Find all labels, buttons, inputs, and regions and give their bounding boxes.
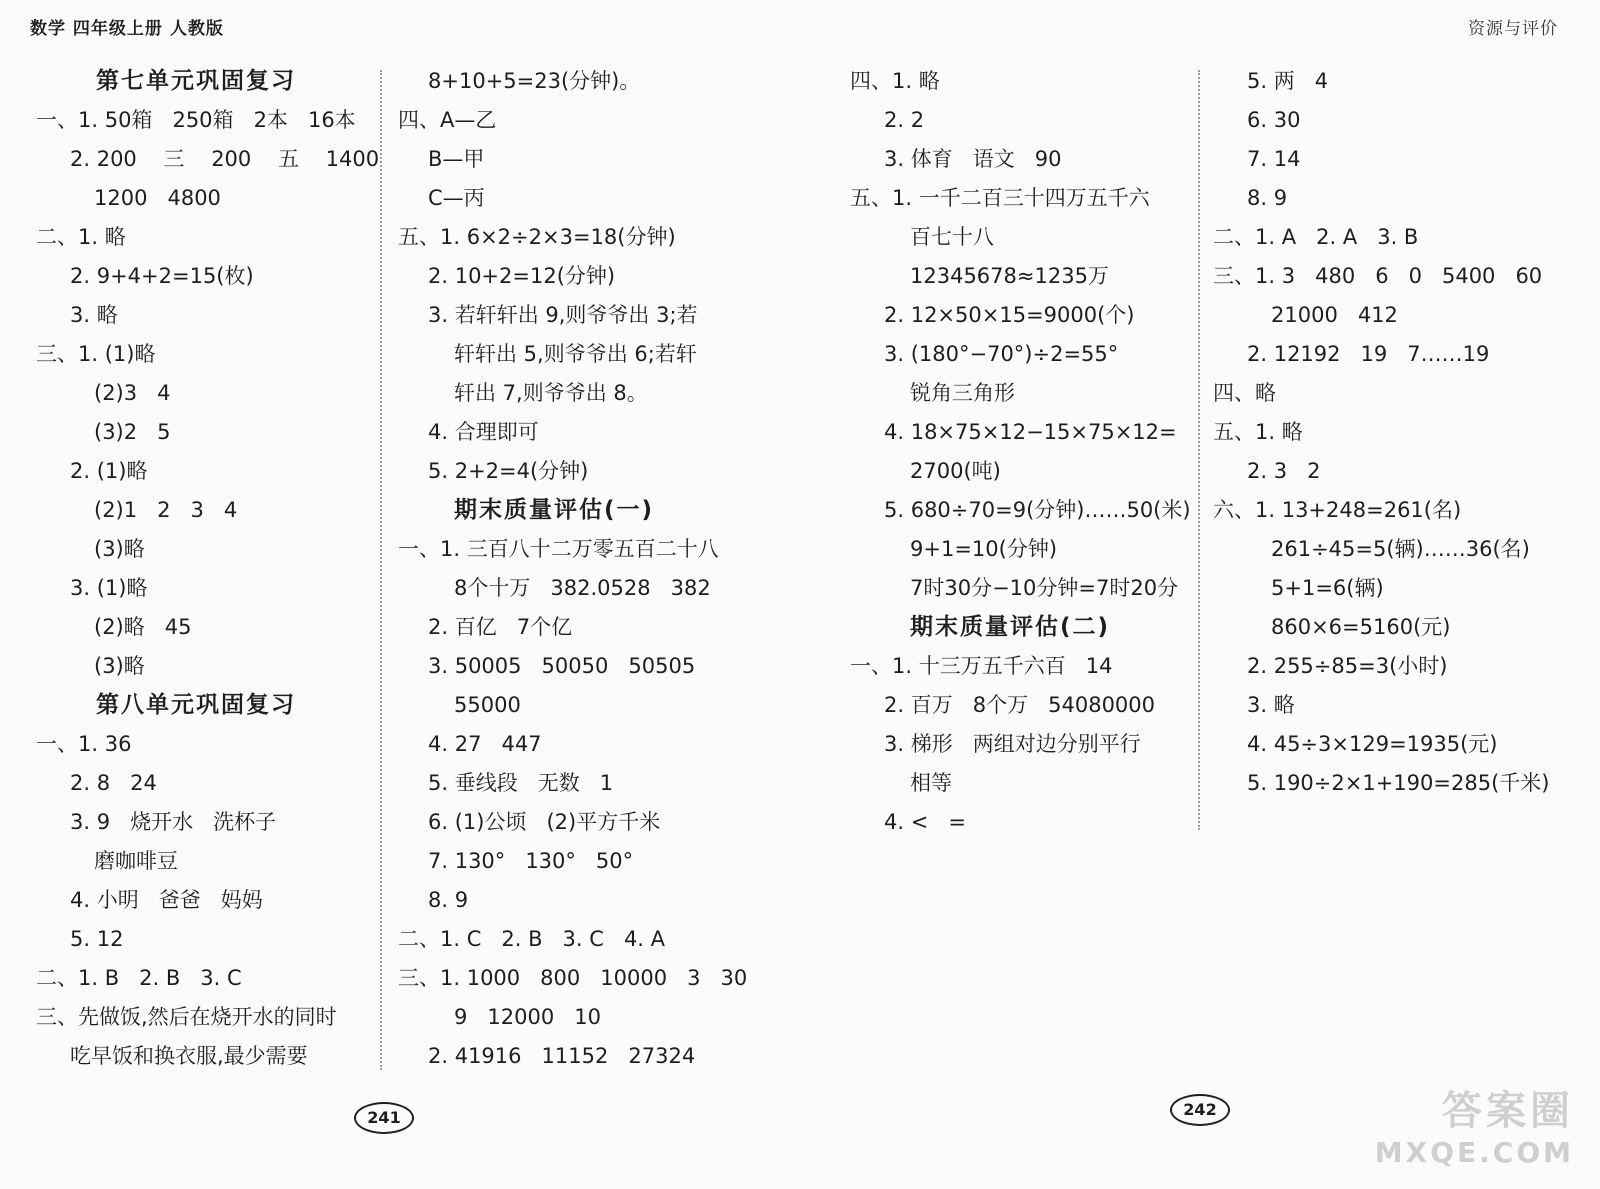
- answer-line: 4. 27 447: [428, 732, 542, 756]
- watermark: [1375, 1079, 1574, 1169]
- answer-line: (2)略 45: [94, 615, 192, 639]
- answer-line: 二、1. A 2. A 3. B: [1213, 225, 1419, 249]
- answer-line: 5. 2+2=4(分钟): [428, 459, 589, 483]
- answer-line: 8+10+5=23(分钟)。: [428, 69, 641, 93]
- answer-line: 锐角三角形: [910, 381, 1015, 405]
- answer-line: 4. 合理即可: [428, 420, 539, 444]
- answer-line: 9 12000 10: [454, 1005, 601, 1029]
- page-number-left: 241: [354, 1102, 414, 1134]
- answer-line: 磨咖啡豆: [94, 849, 178, 873]
- answer-line: 二、1. B 2. B 3. C: [36, 966, 242, 990]
- answer-line: 一、1. 36: [36, 732, 132, 756]
- answer-line: 一、1. 三百八十二万零五百二十八: [398, 537, 719, 561]
- page-number-right: 242: [1170, 1094, 1230, 1126]
- answer-line: 9+1=10(分钟): [910, 537, 1058, 561]
- answer-line: 4. 小明 爸爸 妈妈: [70, 888, 263, 912]
- answer-line: 三、1. 3 480 6 0 5400 60: [1213, 264, 1543, 288]
- answer-line: 5. 190÷2×1+190=285(千米): [1247, 771, 1550, 795]
- answer-line: 55000: [454, 693, 521, 717]
- answer-line: 三、先做饭,然后在烧开水的同时: [36, 1005, 337, 1029]
- answer-line: C—丙: [428, 186, 485, 210]
- answer-line: 2. 2: [884, 108, 925, 132]
- answer-line: 5+1=6(辆): [1271, 576, 1384, 600]
- answer-line: 12345678≈1235万: [910, 264, 1109, 288]
- answer-column-3: [850, 62, 1190, 842]
- answer-line: 5. 两 4: [1247, 69, 1329, 93]
- answer-line: 2700(吨): [910, 459, 1001, 483]
- answer-line: 2. 200 三 200 五 1400: [70, 147, 380, 171]
- answer-line: 5. 12: [70, 927, 124, 951]
- answer-line: 一、1. 50箱 250箱 2本 16本: [36, 108, 356, 132]
- answer-line: 3. 略: [1247, 693, 1295, 717]
- answer-line: 五、1. 略: [1213, 420, 1303, 444]
- answer-line: 6. 30: [1247, 108, 1301, 132]
- answer-line: 2. 255÷85=3(小时): [1247, 654, 1448, 678]
- answer-line: 2. 3 2: [1247, 459, 1321, 483]
- section-title: 期末质量评估(二): [910, 614, 1111, 640]
- answer-line: 2. (1)略: [70, 459, 148, 483]
- answer-line: 1200 4800: [94, 186, 221, 210]
- watermark-logo-text: 答案圈: [1442, 1088, 1574, 1134]
- answer-line: 21000 412: [1271, 303, 1398, 327]
- answer-line: 百七十八: [910, 225, 994, 249]
- answer-line: 六、1. 13+248=261(名): [1213, 498, 1462, 522]
- answer-line: 轩轩出 5,则爷爷出 6;若轩: [454, 342, 697, 366]
- answer-line: 2. 百万 8个万 54080000: [884, 693, 1156, 717]
- column-divider: [380, 70, 382, 1070]
- answer-line: 4. 18×75×12−15×75×12=: [884, 420, 1177, 444]
- answer-line: 3. (180°−70°)÷2=55°: [884, 342, 1119, 366]
- answer-line: 8. 9: [428, 888, 469, 912]
- answer-line: 3. (1)略: [70, 576, 148, 600]
- header-left: 数学 四年级上册 人教版: [30, 19, 224, 39]
- answer-line: 相等: [910, 771, 952, 795]
- answer-line: 2. 百亿 7个亿: [428, 615, 573, 639]
- answer-line: 一、1. 十三万五千六百 14: [850, 654, 1113, 678]
- answer-line: (3)略: [94, 537, 145, 561]
- answer-column-2: [398, 62, 748, 1076]
- answer-line: 860×6=5160(元): [1271, 615, 1451, 639]
- answer-line: 3. 若轩轩出 9,则爷爷出 3;若: [428, 303, 698, 327]
- answer-line: 7时30分−10分钟=7时20分: [910, 576, 1179, 600]
- answer-line: 5. 垂线段 无数 1: [428, 771, 614, 795]
- answer-line: 5. 680÷70=9(分钟)……50(米): [884, 498, 1191, 522]
- section-title: 第七单元巩固复习: [96, 68, 296, 94]
- answer-line: 2. 41916 11152 27324: [428, 1044, 696, 1068]
- answer-line: 五、1. 一千二百三十四万五千六: [850, 186, 1150, 210]
- answer-line: 轩出 7,则爷爷出 8。: [454, 381, 648, 405]
- answer-line: 6. (1)公顷 (2)平方千米: [428, 810, 661, 834]
- answer-column-4: [1213, 62, 1573, 803]
- answer-line: B—甲: [428, 147, 485, 171]
- answer-line: 三、1. (1)略: [36, 342, 156, 366]
- answer-line: (2)3 4: [94, 381, 171, 405]
- answer-line: 吃早饭和换衣服,最少需要: [70, 1044, 308, 1068]
- answer-line: 三、1. 1000 800 10000 3 30: [398, 966, 748, 990]
- section-title: 第八单元巩固复习: [96, 692, 296, 718]
- answer-line: 7. 130° 130° 50°: [428, 849, 634, 873]
- answer-line: 3. 50005 50050 50505: [428, 654, 696, 678]
- answer-line: 二、1. C 2. B 3. C 4. A: [398, 927, 666, 951]
- answer-line: 2. 10+2=12(分钟): [428, 264, 616, 288]
- answer-line: 2. 9+4+2=15(枚): [70, 264, 254, 288]
- answer-line: 四、A—乙: [398, 108, 497, 132]
- answer-line: 五、1. 6×2÷2×3=18(分钟): [398, 225, 676, 249]
- answer-line: 四、略: [1213, 381, 1276, 405]
- answer-line: 4. < =: [884, 810, 966, 834]
- answer-line: (2)1 2 3 4: [94, 498, 238, 522]
- answer-line: 8个十万 382.0528 382: [454, 576, 711, 600]
- answer-line: (3)略: [94, 654, 145, 678]
- answer-line: 2. 12192 19 7……19: [1247, 342, 1490, 366]
- column-divider: [1198, 70, 1200, 830]
- answer-line: 4. 45÷3×129=1935(元): [1247, 732, 1498, 756]
- answer-line: 3. 体育 语文 90: [884, 147, 1062, 171]
- answer-line: 7. 14: [1247, 147, 1301, 171]
- answer-line: 3. 梯形 两组对边分别平行: [884, 732, 1141, 756]
- answer-line: 2. 8 24: [70, 771, 157, 795]
- watermark-url: MXQE.COM: [1374, 1136, 1574, 1169]
- answer-line: 3. 9 烧开水 洗杯子: [70, 810, 277, 834]
- answer-line: (3)2 5: [94, 420, 171, 444]
- answer-line: 四、1. 略: [850, 69, 940, 93]
- answer-line: 2. 12×50×15=9000(个): [884, 303, 1135, 327]
- answer-line: 二、1. 略: [36, 225, 126, 249]
- answer-line: 8. 9: [1247, 186, 1288, 210]
- answer-line: 3. 略: [70, 303, 118, 327]
- section-title: 期末质量评估(一): [454, 497, 655, 523]
- answer-column-1: [36, 62, 380, 1076]
- answer-line: 261÷45=5(辆)……36(名): [1271, 537, 1530, 561]
- header-right: 资源与评价: [1468, 19, 1558, 39]
